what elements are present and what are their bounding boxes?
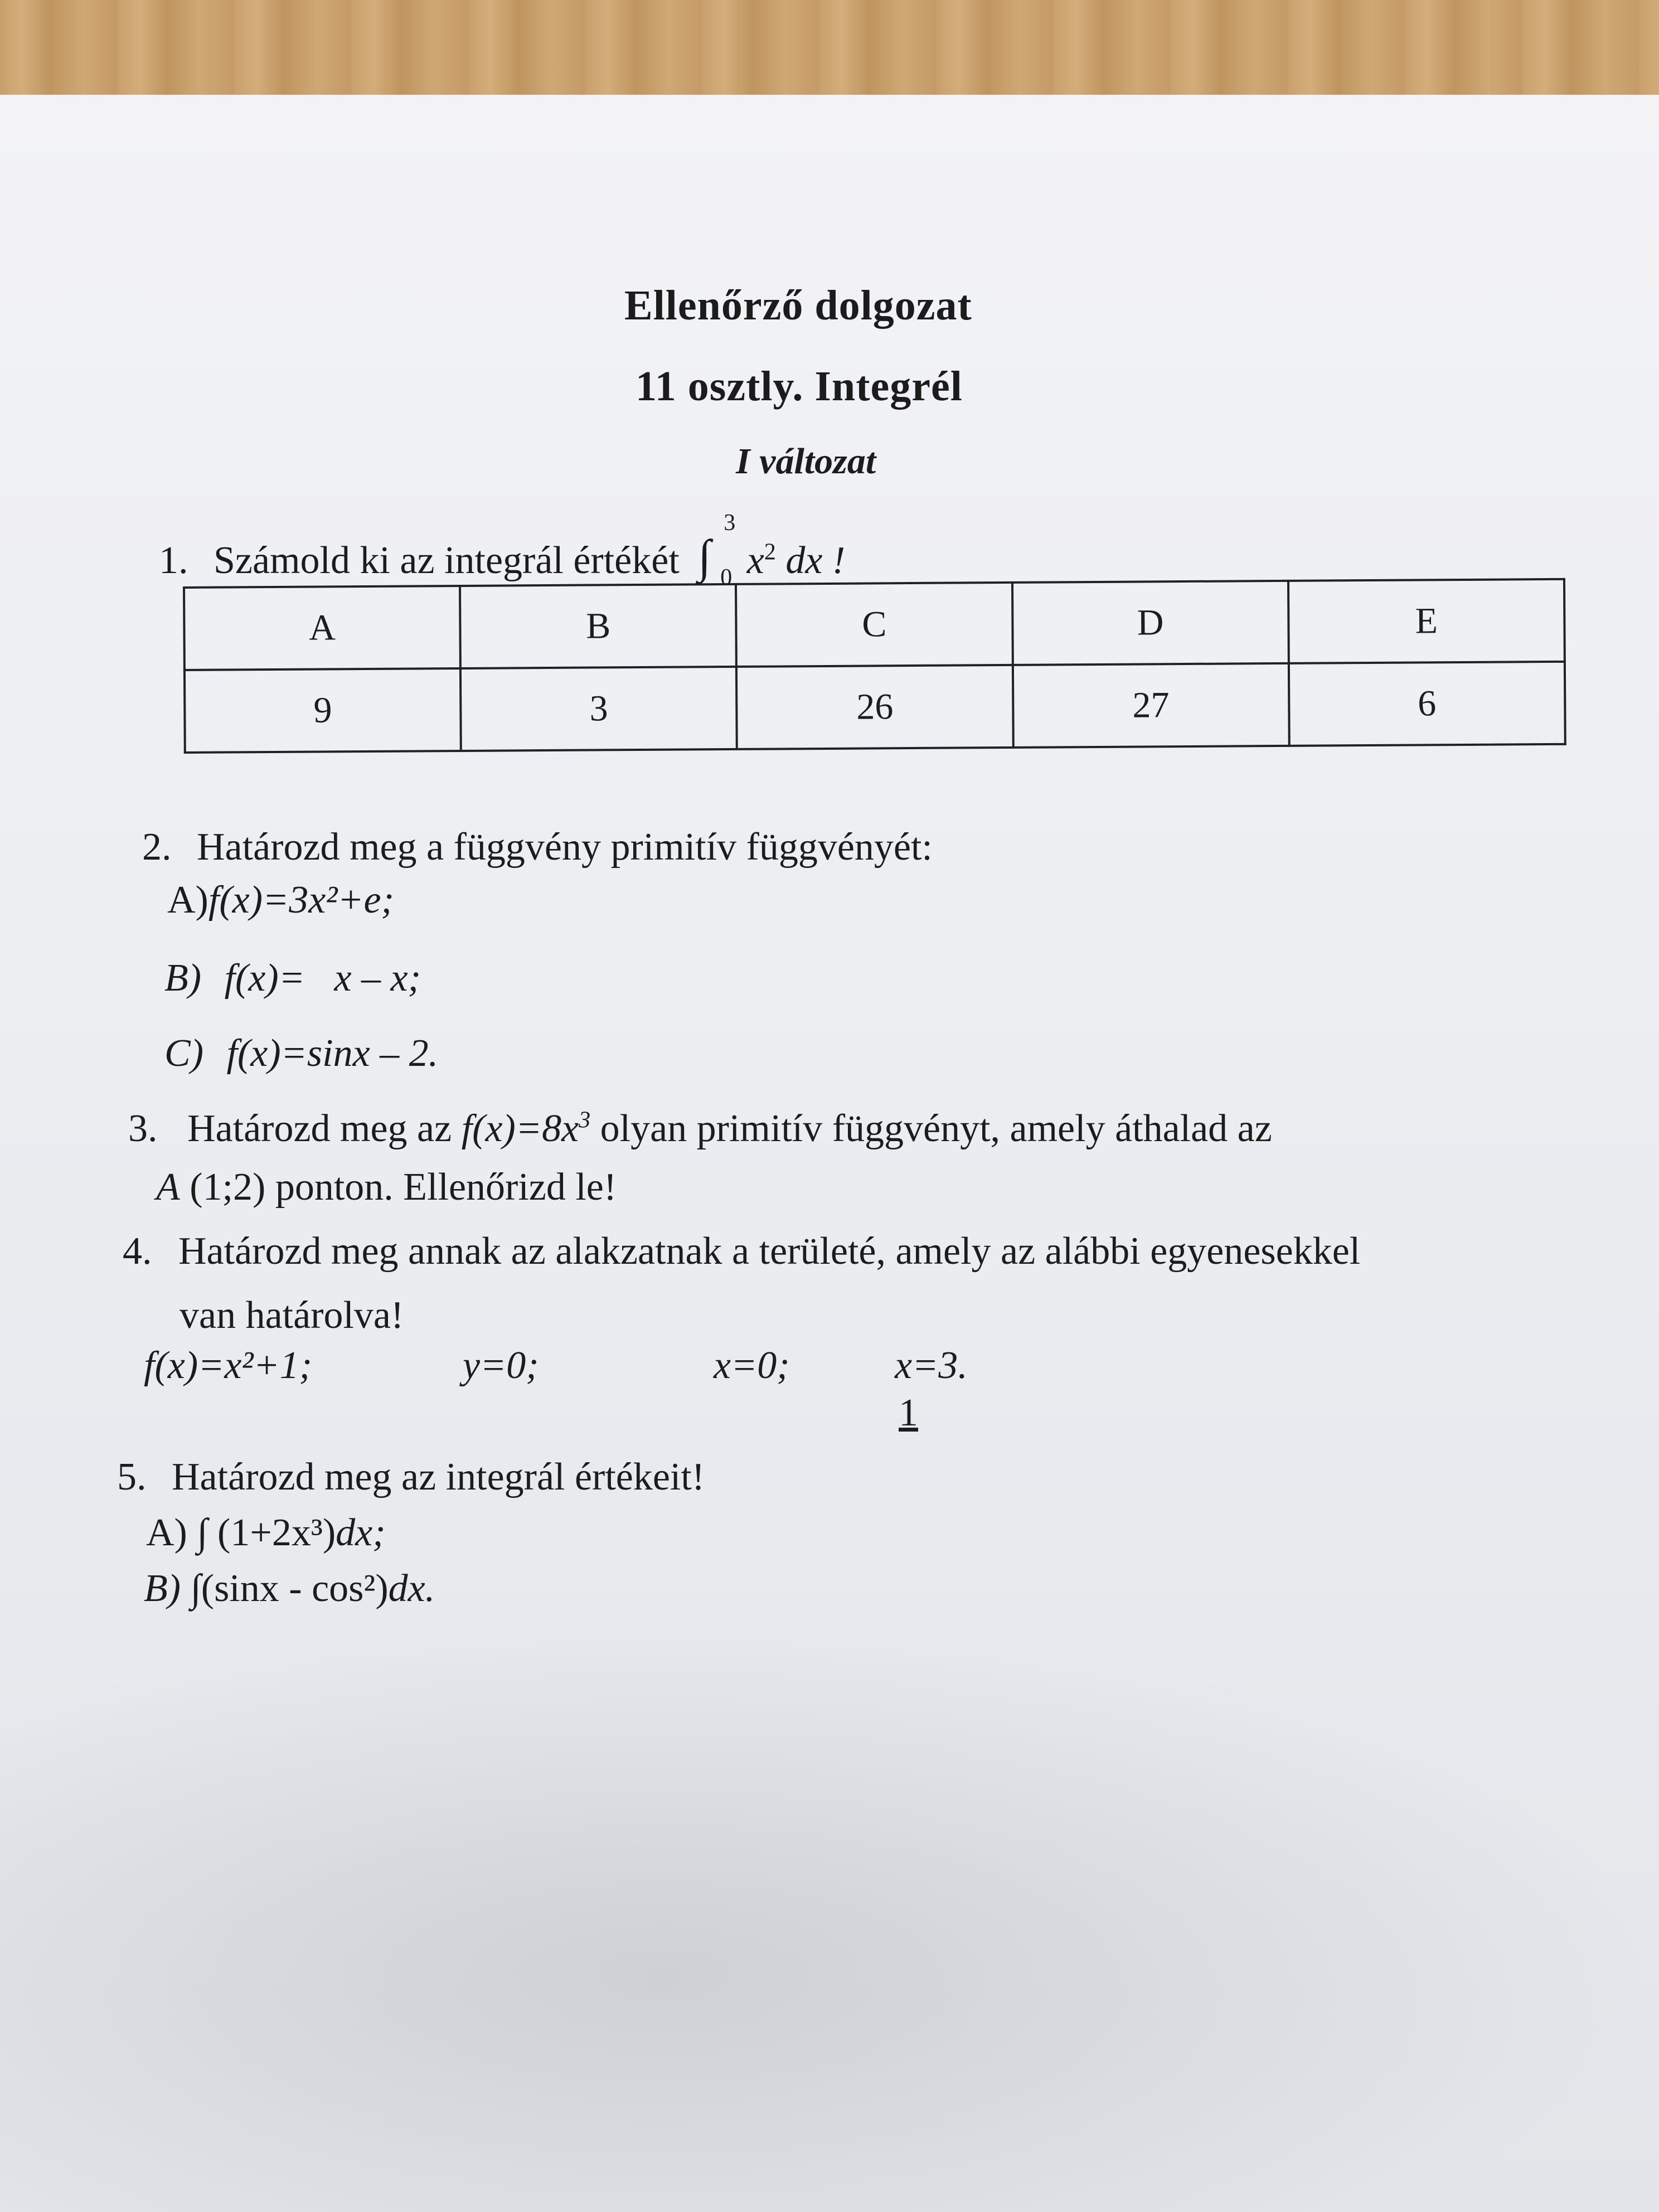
table-cell: 27 <box>1012 663 1289 748</box>
wooden-desk <box>0 0 1659 106</box>
question-1-number: 1. <box>159 539 188 582</box>
option-integral: ∫(sinx - cos²) <box>190 1567 389 1610</box>
page-title: Ellenőrző dolgozat <box>624 282 972 329</box>
differential: dx ! <box>785 539 846 582</box>
table-cell: 3 <box>460 667 737 751</box>
table-cell: 9 <box>185 668 461 753</box>
boundary-function: f(x)=x²+1; <box>144 1344 312 1387</box>
option-formula: f(x)=3x²+e; <box>208 879 394 921</box>
table-cell: D <box>1012 581 1289 665</box>
question-4 <box>123 1229 1360 1274</box>
option-label: B) <box>144 1567 181 1610</box>
table-cell: C <box>736 583 1012 667</box>
question-5-a <box>146 1511 386 1555</box>
table-row-values <box>185 662 1565 753</box>
question-4-line-2: van határolva! <box>180 1294 404 1337</box>
question-5 <box>117 1455 705 1500</box>
option-label: C) <box>164 1032 203 1075</box>
question-4-text: Határozd meg annak az alakzatnak a területé, amely az alábbi egyenesekkel <box>178 1230 1361 1273</box>
table-cell: A <box>184 586 460 670</box>
integrand-exponent: 2 <box>764 539 776 565</box>
boundary-x0: x=0; <box>714 1344 790 1387</box>
point-label: A <box>156 1166 180 1209</box>
question-2 <box>142 825 933 870</box>
integrand: x <box>746 539 764 582</box>
question-1-text: Számold ki az integrál értékét <box>214 539 680 582</box>
integral-upper-limit: 3 <box>724 510 736 536</box>
option-label: B) <box>164 957 202 1000</box>
question-3-text: Határozd meg az <box>187 1107 452 1150</box>
question-3-line-2 <box>156 1165 617 1210</box>
option-differential: dx. <box>388 1567 435 1610</box>
question-2-a <box>167 878 394 923</box>
question-4-number: 4. <box>123 1230 152 1273</box>
option-formula: f(x)= x – x; <box>224 957 421 1000</box>
function-exponent: 3 <box>579 1107 591 1133</box>
option-label: A) <box>167 879 208 921</box>
table-cell: 6 <box>1289 662 1565 746</box>
table-cell: E <box>1288 579 1565 663</box>
boundary-y: y=0; <box>463 1344 539 1387</box>
option-formula: f(x)=sinx – 2. <box>226 1032 439 1075</box>
question-2-b <box>164 956 421 1001</box>
question-3-text-end: olyan primitív függvényt, amely áthalad az <box>600 1107 1272 1150</box>
option-differential: dx; <box>336 1511 386 1554</box>
question-5-b <box>144 1566 435 1611</box>
question-3-number: 3. <box>128 1107 158 1150</box>
answer-table <box>183 578 1566 754</box>
table-cell: B <box>460 584 736 668</box>
question-2-text: Határozd meg a függvény primitív függvényét: <box>197 826 933 869</box>
question-3-function: f(x)=8x <box>461 1107 579 1150</box>
question-3 <box>128 1107 1272 1151</box>
option-label: A) <box>146 1511 187 1554</box>
integral-sign: ∫ 3 0 <box>698 510 736 590</box>
question-2-c <box>164 1031 438 1076</box>
question-5-text: Határozd meg az integrál értékeit! <box>172 1456 705 1498</box>
question-2-number: 2. <box>142 826 172 869</box>
variant-label: I változat <box>736 441 876 482</box>
question-3-text-line-2: (1;2) ponton. Ellenőrizd le! <box>190 1166 617 1209</box>
table-row-letters <box>184 579 1565 670</box>
paper-shadow <box>0 1617 1659 2212</box>
question-1 <box>159 510 846 590</box>
question-5-number: 5. <box>117 1456 147 1498</box>
integral-lower-limit: 0 <box>720 565 733 590</box>
page-subtitle: 11 osztly. Integrél <box>636 363 963 410</box>
table-cell: 26 <box>736 665 1013 749</box>
option-integral: ∫ (1+2x³) <box>197 1511 336 1554</box>
boundary-x3: x=3. <box>895 1344 968 1387</box>
stray-mark: 1 <box>899 1391 918 1434</box>
